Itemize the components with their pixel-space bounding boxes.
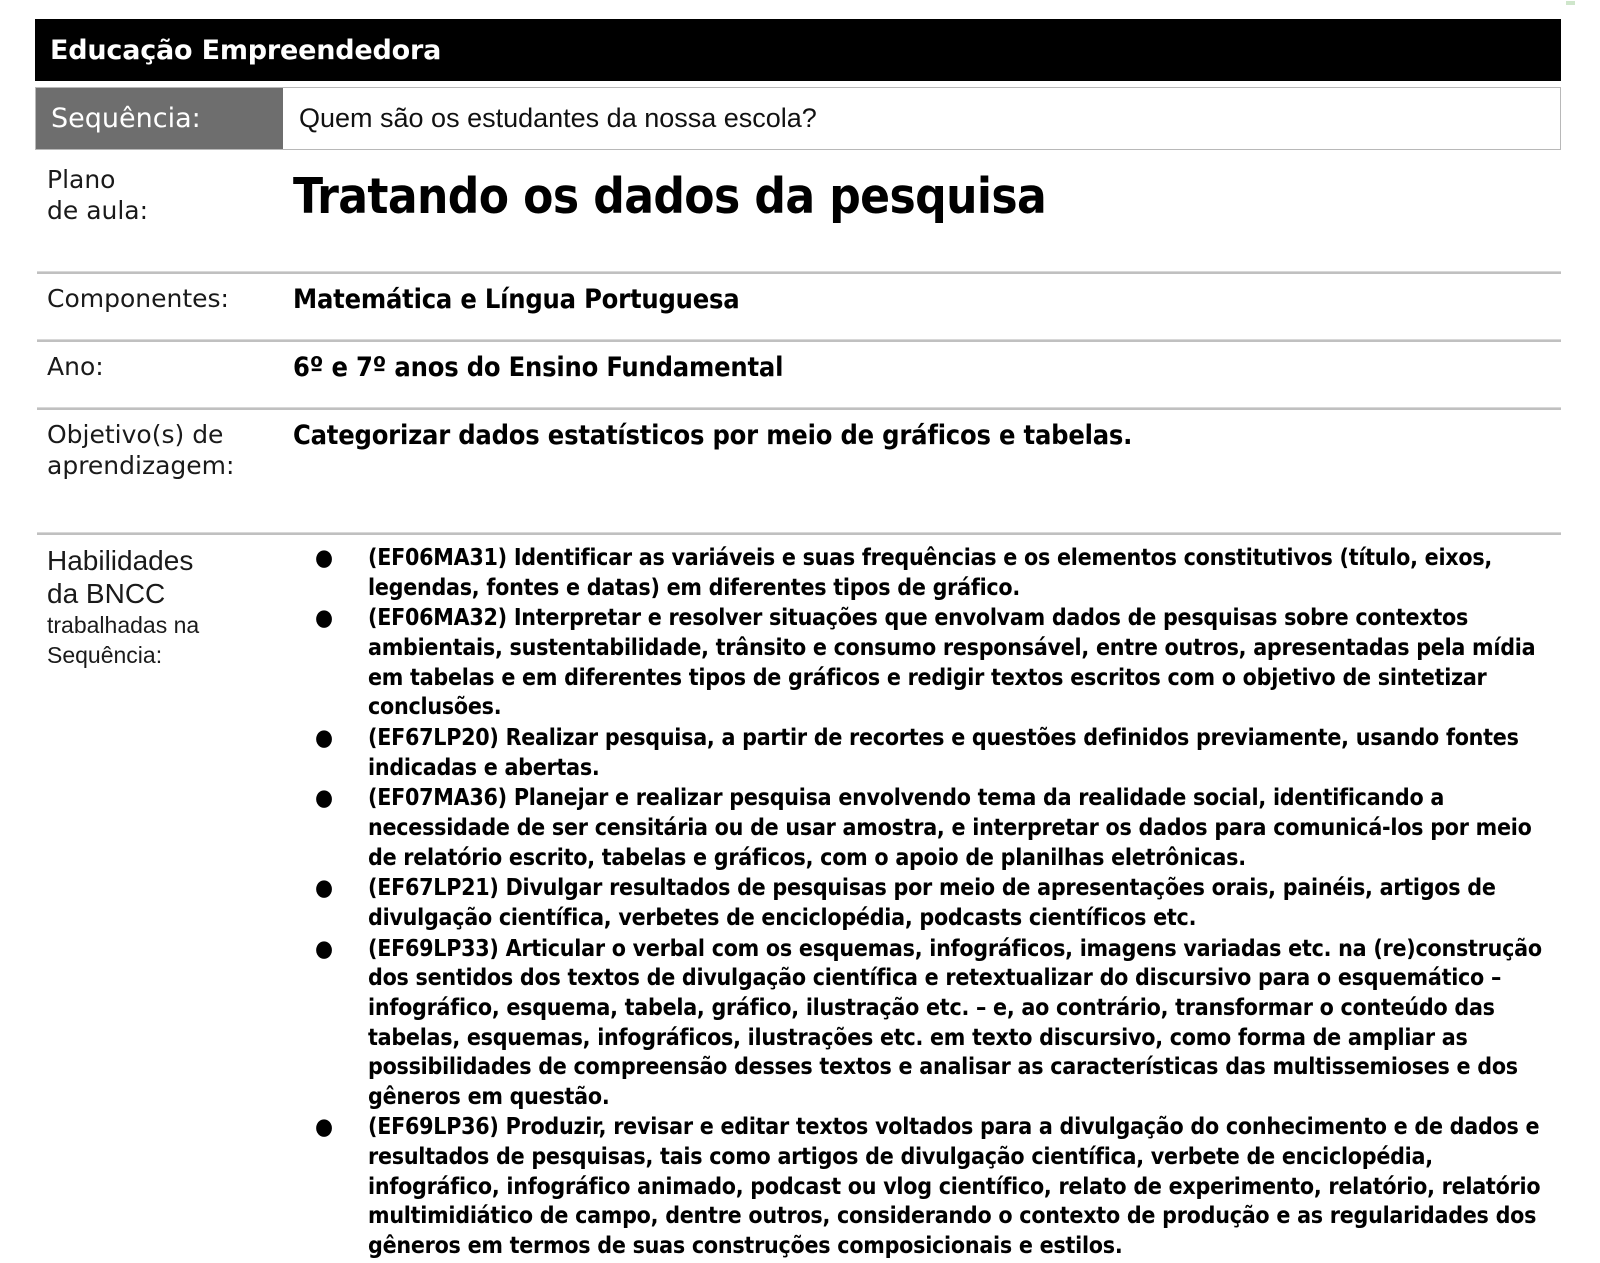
objetivos-label-line2: aprendizagem: (47, 450, 235, 480)
document-banner (35, 19, 1561, 81)
bncc-skill-item (293, 784, 1561, 873)
bncc-skill-text: (EF69LP36) Produzir, revisar e editar textos voltados para a divulgação do conhecimento e de dados e resultados de pesquisas, tais como artigos de divulgação científica, verbete de enciclopédia, infográfico, infográfico animado, podcast ou vlog científico, relato de experimento, relatório, relatório multimidiático de campo, dentre outros, considerando o contexto de produção e as regularidades dos gêneros em termos de suas construções composicionais e estilos. (368, 1114, 1541, 1260)
page-title: Tratando os dados da pesquisa (293, 168, 1047, 225)
bncc-skill-item (293, 604, 1561, 723)
plano-de-aula-label (35, 165, 293, 226)
bullet-icon: ● (315, 1114, 333, 1141)
componentes-value: Matemática e Língua Portuguesa (293, 284, 740, 315)
bullet-icon: ● (315, 724, 333, 751)
corner-mark (1566, 1, 1575, 5)
ano-row (35, 352, 1561, 384)
bullet-icon: ● (315, 875, 333, 902)
ano-value: 6º e 7º anos do Ensino Fundamental (293, 352, 784, 383)
ano-label: Ano: (47, 352, 104, 381)
divider (37, 407, 1561, 410)
bncc-skill-text: (EF67LP20) Realizar pesquisa, a partir de recortes e questões definidos previamente, usando fontes indicadas e abertas. (368, 724, 1519, 781)
habilidades-label-line4: Sequência: (47, 641, 163, 668)
objetivos-value: Categorizar dados estatísticos por meio de gráficos e tabelas. (293, 420, 1133, 451)
bullet-icon: ● (315, 785, 333, 812)
plano-label-line1: Plano (47, 165, 116, 194)
componentes-label: Componentes: (47, 284, 229, 313)
objetivos-label (35, 420, 293, 481)
divider (37, 271, 1561, 274)
bncc-skill-text: (EF69LP33) Articular o verbal com os esquemas, infográficos, imagens variadas etc. na (re)construção dos sentidos dos textos de divulgação científica e retextualizar do discursivo para o esquemático – infográfico, esquema, tabela, gráfico, ilustração etc. – e, ao contrário, transformar o conteúdo das tabelas, esquemas, infográficos, ilustrações etc. em texto discursivo, como forma de ampliar as possibilidades de compreensão desses textos e analisar as características das multissemioses e dos gêneros em questão. (368, 935, 1542, 1110)
bncc-skill-text: (EF06MA31) Identificar as variáveis e suas frequências e os elementos constitutivos (título, eixos, legendas, fontes e datas) em diferentes tipos de gráfico. (368, 545, 1493, 601)
objetivos-label-line1: Objetivo(s) de (47, 420, 224, 449)
bncc-skill-item (293, 935, 1561, 1113)
bncc-skill-item (293, 544, 1561, 603)
componentes-row (35, 284, 1561, 316)
bullet-icon: ● (315, 935, 333, 962)
bncc-skills-list (293, 544, 1561, 1262)
bncc-skill-text: (EF67LP21) Divulgar resultados de pesquisas por meio de apresentações orais, painéis, artigos de divulgação científica, verbetes de enciclopédia, podcasts científicos etc. (368, 875, 1496, 931)
habilidades-value (293, 544, 1561, 1263)
plano-label-line2: de aula: (47, 195, 149, 225)
sequencia-row (35, 87, 1561, 150)
objetivos-row (35, 420, 1561, 481)
bncc-skill-text: (EF06MA32) Interpretar e resolver situações que envolvam dados de pesquisas sobre contextos ambientais, sustentabilidade, trânsito e consumo responsável, entre outros, apresentadas pela mídia em tabelas e em diferentes tipos de gráficos e redigir textos escritos com o objetivo de sintetizar conclusões. (368, 605, 1536, 721)
habilidades-label-line2: da BNCC (47, 578, 166, 610)
sequencia-value: Quem são os estudantes da nossa escola? (299, 103, 817, 133)
program-title: Educação Empreendedora (50, 34, 442, 66)
bullet-icon: ● (315, 605, 333, 632)
bncc-skill-text: (EF07MA36) Planejar e realizar pesquisa envolvendo tema da realidade social, identificando a necessidade de ser censitária ou de usar amostra, e interpretar os dados para comunicá-los por meio de relatório escrito, tabelas e gráficos, com o apoio de planilhas eletrônicas. (368, 785, 1532, 871)
plano-de-aula-row (35, 165, 1561, 226)
divider (37, 339, 1561, 342)
bncc-skill-item (293, 1113, 1561, 1261)
habilidades-label-line3: trabalhadas na (47, 612, 200, 639)
habilidades-label (35, 544, 293, 669)
habilidades-label-line1: Habilidades (47, 545, 194, 576)
bncc-skill-item (293, 724, 1561, 783)
habilidades-bncc-row (35, 544, 1561, 1263)
divider (37, 532, 1561, 535)
bullet-icon: ● (315, 545, 333, 571)
bncc-skill-item (293, 874, 1561, 933)
sequencia-label: Sequência: (36, 88, 283, 149)
